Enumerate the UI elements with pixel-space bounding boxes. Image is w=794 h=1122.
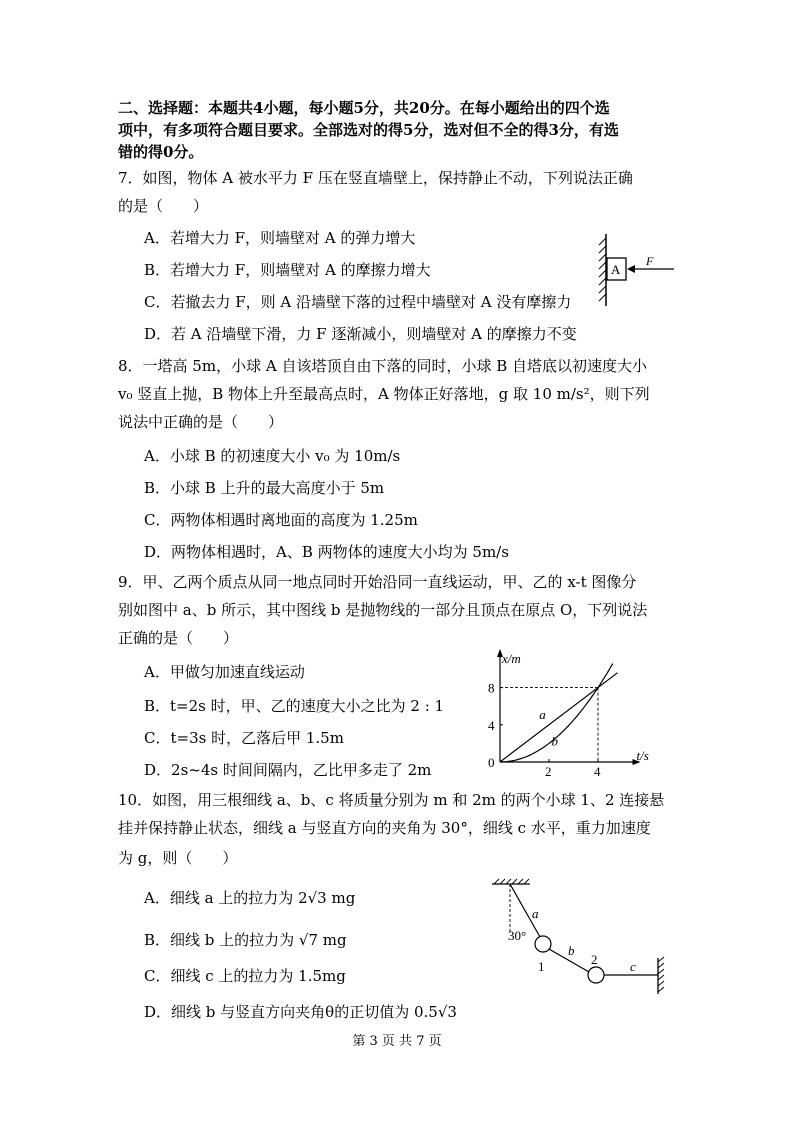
line-a-label: a — [532, 906, 539, 921]
q8-option-c: C．两物体相遇时离地面的高度为 1.25m — [144, 511, 418, 529]
ball-1 — [535, 936, 551, 952]
block-a-label: A — [611, 262, 621, 277]
ball-2-label: 2 — [591, 952, 598, 967]
q8-option-b: B．小球 B 上升的最大高度小于 5m — [144, 479, 385, 497]
x-tick-label-1: 4 — [594, 764, 601, 779]
q10-stem-line-2: 挂并保持静止状态，细线 a 与竖直方向的夹角为 30°，细线 c 水平，重力加速度 — [118, 819, 651, 837]
q7-option-a: A．若增大力 F，则墙壁对 A 的弹力增大 — [144, 229, 416, 247]
force-label: F — [646, 254, 654, 268]
wall-hatching — [599, 238, 606, 301]
q10-option-a: A．细线 a 上的拉力为 2√3 mg — [144, 889, 356, 907]
chart-ticks — [488, 681, 601, 779]
q7-option-d: D．若 A 沿墙壁下滑，力 F 逐渐减小，则墙壁对 A 的摩擦力不变 — [144, 325, 577, 343]
x-axis-label: t/s — [636, 748, 649, 763]
y-axis-label: x/m — [502, 651, 521, 666]
ball-2 — [588, 967, 604, 983]
line-b-label: b — [568, 943, 575, 958]
q8-option-a: A．小球 B 的初速度大小 v₀ 为 10m/s — [144, 447, 401, 465]
q8-stem-line-3: 说法中正确的是（ ） — [118, 413, 284, 431]
q10-stem-line-1: 10．如图，用三根细线 a、b、c 将质量分别为 m 和 2m 的两个小球 1、2 连接悬 — [118, 791, 665, 809]
section-header-line-3: 错的得0分。 — [118, 143, 204, 161]
q8-stem-line-1: 8．一塔高 5m，小球 A 自该塔顶自由下落的同时，小球 B 自塔底以初速度大小 — [118, 357, 648, 375]
q9-option-b: B．t=2s 时，甲、乙的速度大小之比为 2 : 1 — [144, 697, 445, 715]
angle-label: 30° — [508, 928, 527, 943]
series-a-line — [500, 673, 618, 762]
section-header-line-1: 二、选择题：本题共4小题，每小题5分，共20分。在每小题给出的四个选 — [118, 99, 610, 117]
line-c-label: c — [630, 959, 636, 974]
q10-option-b: B．细线 b 上的拉力为 √7 mg — [144, 931, 347, 949]
q10-stem-line-3: 为 g，则（ ） — [118, 849, 238, 867]
chart-series — [500, 664, 618, 762]
q7-option-b: B．若增大力 F，则墙壁对 A 的摩擦力增大 — [144, 261, 431, 279]
q10-hanging-balls-figure — [488, 876, 678, 1001]
q7-stem-line-2: 的是（ ） — [118, 197, 209, 215]
q9-stem-line-1: 9．甲、乙两个质点从同一地点同时开始沿同一直线运动，甲、乙的 x-t 图像分 — [118, 573, 637, 591]
q9-option-a: A．甲做匀加速直线运动 — [144, 663, 305, 681]
q9-stem-line-3: 正确的是（ ） — [118, 629, 239, 647]
page-footer: 第 3 页 共 7 页 — [352, 1034, 442, 1049]
right-wall-hatching — [658, 957, 664, 992]
q9-xt-chart — [478, 636, 668, 786]
ball-1-label: 1 — [538, 959, 545, 974]
origin-label: 0 — [488, 755, 495, 770]
q7-wall-block-figure — [596, 230, 686, 310]
q9-stem-line-2: 别如图中 a、b 所示，其中图线 b 是抛物线的一部分且顶点在原点 O，下列说法 — [118, 601, 648, 619]
q7-option-c: C．若撤去力 F，则 A 沿墙壁下落的过程中墙壁对 A 没有摩擦力 — [144, 293, 572, 311]
q8-stem-line-2: v₀ 竖直上抛，B 物体上升至最高点时，A 物体正好落地，g 取 10 m/s²，则下列 — [118, 385, 650, 403]
q9-option-c: C．t=3s 时，乙落后甲 1.5m — [144, 729, 344, 747]
section-header-line-2: 项中，有多项符合题目要求。全部选对的得5分，选对但不全的得3分，有选 — [118, 121, 619, 139]
force-arrow-head — [627, 265, 635, 273]
x-tick-label-0: 2 — [545, 764, 552, 779]
q7-stem-line-1: 7．如图，物体 A 被水平力 F 压在竖直墙壁上，保持静止不动，下列说法正确 — [118, 169, 633, 187]
y-tick-label-0: 4 — [488, 717, 495, 733]
q10-option-d: D．细线 b 与竖直方向夹角θ的正切值为 0.5√3 — [144, 1003, 457, 1021]
series-b-label: b — [551, 733, 558, 749]
y-tick-label-1: 8 — [488, 680, 495, 696]
q9-option-d: D．2s~4s 时间间隔内，乙比甲多走了 2m — [144, 761, 432, 779]
series-a-label: a — [539, 707, 546, 723]
q8-option-d: D．两物体相遇时，A、B 两物体的速度大小均为 5m/s — [144, 543, 509, 561]
q10-option-c: C．细线 c 上的拉力为 1.5mg — [144, 967, 346, 985]
ceiling-hatching — [494, 879, 529, 884]
